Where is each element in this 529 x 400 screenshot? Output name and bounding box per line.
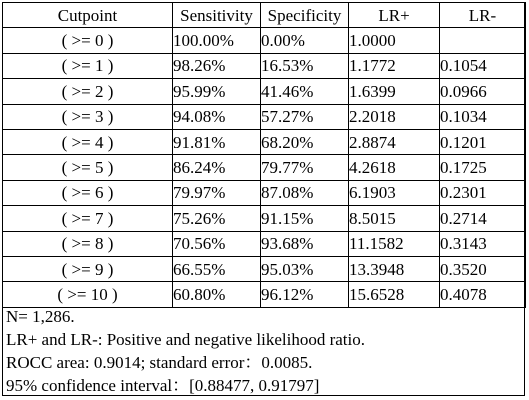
cell-lr-positive: 6.1903	[349, 180, 440, 205]
cell-sensitivity: 91.81%	[173, 129, 261, 154]
cell-sensitivity: 60.80%	[173, 282, 261, 307]
cell-cutpoint: ( >= 4 )	[3, 129, 173, 154]
header-specificity: Specificity	[261, 3, 349, 28]
cell-sensitivity: 70.56%	[173, 231, 261, 256]
table-row	[3, 129, 526, 154]
cell-cutpoint: ( >= 1 )	[3, 53, 173, 78]
cell-lr-positive: 11.1582	[349, 231, 440, 256]
table-row	[3, 53, 526, 78]
cell-cutpoint: ( >= 9 )	[3, 256, 173, 281]
cell-lr-positive: 13.3948	[349, 256, 440, 281]
cell-cutpoint: ( >= 6 )	[3, 180, 173, 205]
note-lr-definition: LR+ and LR-: Positive and negative likelihood ratio.	[6, 330, 365, 349]
table-row	[3, 155, 526, 180]
cell-lr-positive: 2.2018	[349, 104, 440, 129]
cell-lr-positive: 4.2618	[349, 155, 440, 180]
table-body	[3, 28, 526, 307]
header-sensitivity: Sensitivity	[173, 3, 261, 28]
cell-lr-negative: 0.1201	[440, 129, 526, 154]
cell-cutpoint: ( >= 3 )	[3, 104, 173, 129]
note-sample-size: N= 1,286.	[6, 307, 75, 326]
cell-lr-positive: 2.8874	[349, 129, 440, 154]
header-lr-negative: LR-	[440, 3, 526, 28]
cell-specificity: 41.46%	[261, 79, 349, 104]
note-rocc-area: ROCC area: 0.9014; standard error：0.0085.	[6, 353, 313, 372]
table-row	[3, 28, 526, 53]
cell-lr-negative: 0.1034	[440, 104, 526, 129]
table-row	[3, 79, 526, 104]
cell-lr-negative: 0.2714	[440, 206, 526, 231]
cell-specificity: 0.00%	[261, 28, 349, 53]
cell-specificity: 93.68%	[261, 231, 349, 256]
cell-sensitivity: 86.24%	[173, 155, 261, 180]
cell-sensitivity: 95.99%	[173, 79, 261, 104]
cell-lr-negative: 0.3520	[440, 256, 526, 281]
note-confidence-interval: 95% confidence interval：[0.88477, 0.91797]	[6, 376, 320, 395]
roc-cutpoint-table	[2, 2, 526, 308]
cell-cutpoint: ( >= 7 )	[3, 206, 173, 231]
cell-specificity: 68.20%	[261, 129, 349, 154]
cell-lr-negative: 0.1725	[440, 155, 526, 180]
header-row	[3, 3, 526, 28]
cell-cutpoint: ( >= 5 )	[3, 155, 173, 180]
cell-cutpoint: ( >= 8 )	[3, 231, 173, 256]
cell-lr-positive: 8.5015	[349, 206, 440, 231]
cell-specificity: 79.77%	[261, 155, 349, 180]
cell-specificity: 87.08%	[261, 180, 349, 205]
cell-sensitivity: 98.26%	[173, 53, 261, 78]
table-row	[3, 231, 526, 256]
cell-specificity: 96.12%	[261, 282, 349, 307]
cell-cutpoint: ( >= 10 )	[3, 282, 173, 307]
cell-specificity: 57.27%	[261, 104, 349, 129]
cell-sensitivity: 94.08%	[173, 104, 261, 129]
cell-sensitivity: 66.55%	[173, 256, 261, 281]
table-row	[3, 256, 526, 281]
cell-lr-negative	[440, 28, 526, 53]
table-row	[3, 104, 526, 129]
cell-lr-positive: 15.6528	[349, 282, 440, 307]
cell-lr-negative: 0.2301	[440, 180, 526, 205]
cell-sensitivity: 79.97%	[173, 180, 261, 205]
cell-specificity: 95.03%	[261, 256, 349, 281]
header-lr-positive: LR+	[349, 3, 440, 28]
table-row	[3, 282, 526, 307]
cell-lr-positive: 1.1772	[349, 53, 440, 78]
cell-lr-negative: 0.1054	[440, 53, 526, 78]
cell-sensitivity: 100.00%	[173, 28, 261, 53]
cell-lr-negative: 0.4078	[440, 282, 526, 307]
cell-lr-positive: 1.0000	[349, 28, 440, 53]
table-row	[3, 180, 526, 205]
cell-sensitivity: 75.26%	[173, 206, 261, 231]
cell-specificity: 16.53%	[261, 53, 349, 78]
table-notes	[6, 305, 365, 397]
cell-specificity: 91.15%	[261, 206, 349, 231]
cell-cutpoint: ( >= 2 )	[3, 79, 173, 104]
cell-lr-positive: 1.6399	[349, 79, 440, 104]
cell-lr-negative: 0.0966	[440, 79, 526, 104]
cell-cutpoint: ( >= 0 )	[3, 28, 173, 53]
table-row	[3, 206, 526, 231]
cell-lr-negative: 0.3143	[440, 231, 526, 256]
header-cutpoint: Cutpoint	[3, 3, 173, 28]
